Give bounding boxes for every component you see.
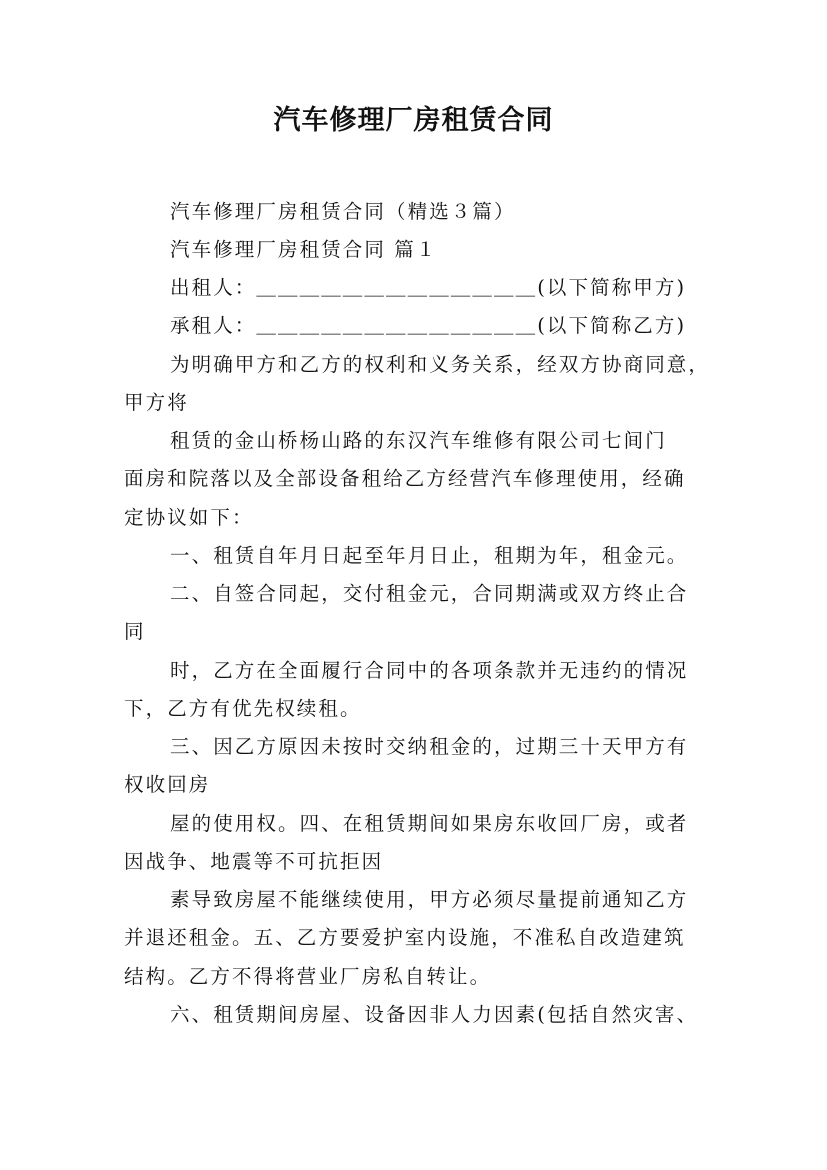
paragraph-line: 汽车修理厂房租赁合同 篇１ bbox=[170, 238, 438, 261]
paragraph-line: 一、租赁自年月日起至年月日止，租期为年，租金元。 bbox=[170, 544, 689, 567]
document-title: 汽车修理厂房租赁合同 bbox=[273, 105, 554, 136]
paragraph-line: 结构。乙方不得将营业厂房私自转让。 bbox=[124, 965, 492, 988]
paragraph-line: 六、租赁期间房屋、设备因非人力因素(包括自然灾害、 bbox=[170, 1003, 699, 1026]
paragraph-line: 租赁的金山桥杨山路的东汉汽车维修有限公司七间门 bbox=[170, 429, 667, 452]
paragraph-line: 为明确甲方和乙方的权利和义务关系，经双方协商同意， bbox=[170, 353, 711, 376]
paragraph-line: 甲方将 bbox=[124, 391, 189, 414]
paragraph-line: 屋的使用权。四、在租赁期间如果房东收回厂房，或者 bbox=[170, 812, 689, 835]
paragraph-line: 素导致房屋不能继续使用，甲方必须尽量提前通知乙方 bbox=[170, 888, 689, 911]
paragraph-line: 面房和院落以及全部设备租给乙方经营汽车修理使用，经确 bbox=[124, 467, 686, 490]
paragraph-line: 并退还租金。五、乙方要爱护室内设施，不准私自改造建筑 bbox=[124, 926, 686, 949]
paragraph-line: 定协议如下： bbox=[124, 506, 254, 529]
paragraph-line: 汽车修理厂房租赁合同（精选３篇） bbox=[170, 200, 516, 223]
paragraph-line: 三、因乙方原因未按时交纳租金的，过期三十天甲方有 bbox=[170, 735, 689, 758]
paragraph-line: 出租人：＿＿＿＿＿＿＿＿＿＿＿＿＿(以下简称甲方) bbox=[170, 276, 687, 299]
paragraph-line: 同 bbox=[124, 620, 146, 643]
paragraph-line: 下，乙方有优先权续租。 bbox=[124, 697, 362, 720]
paragraph-line: 时，乙方在全面履行合同中的各项条款并无违约的情况 bbox=[170, 659, 689, 682]
paragraph-line: 权收回房 bbox=[124, 773, 211, 796]
paragraph-line: 承租人：＿＿＿＿＿＿＿＿＿＿＿＿＿(以下简称乙方) bbox=[170, 314, 687, 337]
paragraph-line: 二、自签合同起，交付租金元，合同期满或双方终止合 bbox=[170, 582, 689, 605]
paragraph-line: 因战争、地震等不可抗拒因 bbox=[124, 850, 384, 873]
